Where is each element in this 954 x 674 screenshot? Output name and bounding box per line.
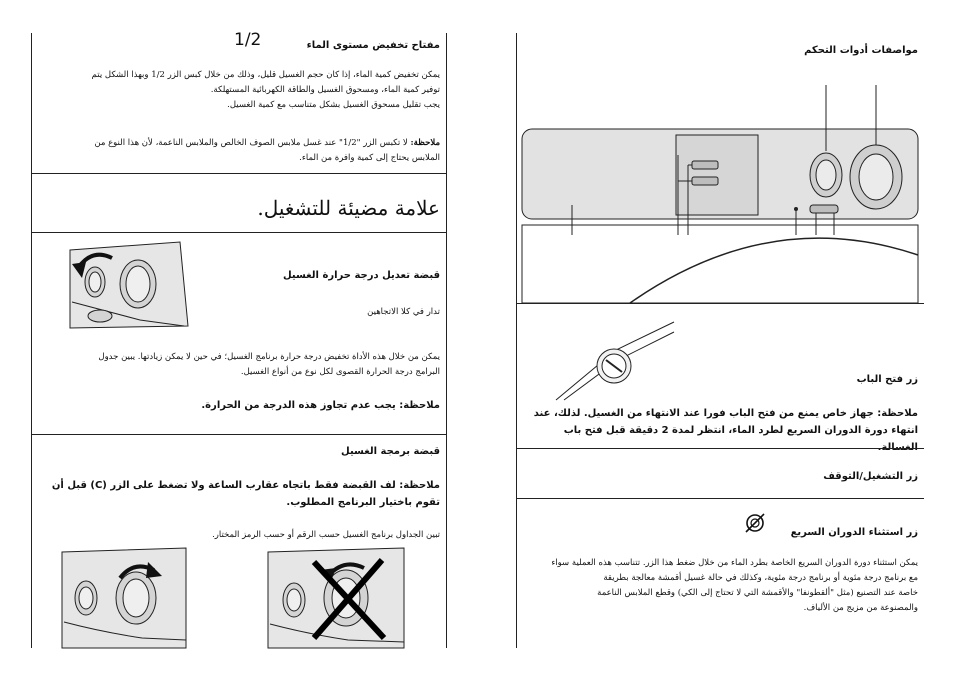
program-knob-correct-illustration: [62, 548, 188, 648]
note-label: ملاحظة:: [410, 138, 440, 148]
text-line: يمكن من خلال هذه الأداة تخفيض درجة حرارة برنامج الغسيل؛ في حين لا يمكن زيادتها. يبين جدول: [98, 352, 440, 362]
temp-knob-paragraph: [36, 350, 440, 380]
section-divider: [31, 232, 447, 233]
half-load-note: [36, 136, 440, 166]
note-text: لا تكبس الزر "1/2" عند غسل ملابس الصوف الخالص والملابس الناعمة، لأن هذا النوع من: [94, 138, 411, 148]
program-knob-wrong-illustration: [268, 548, 406, 648]
program-knob-note: [36, 477, 440, 511]
text-line: مع برنامج درجة مئوية أو برنامج درجة مئوية، وكذلك في حالة غسيل أقمشة معالجة بطريقة: [603, 573, 918, 583]
temp-knob-subtitle: تدار في كلا الاتجاهين: [367, 307, 440, 317]
text-line: يجب تقليل مسحوق الغسيل بشكل متناسب مع كمية الغسيل.: [227, 100, 440, 110]
left-column-left-border: [31, 33, 32, 648]
control-panel-illustration: [520, 85, 920, 303]
text-line: والمصنوعة من مزيج من الألياف.: [803, 603, 918, 613]
spin-exclusion-paragraph: [522, 556, 918, 616]
right-column-left-border: [516, 33, 517, 648]
temp-knob-note: ملاحظة: يجب عدم تجاوز هذه الدرجة من الحرارة.: [201, 400, 440, 411]
half-load-paragraph: [36, 68, 440, 113]
half-load-symbol: [234, 30, 261, 50]
half-load-title: مفتاح تخفيض مستوى الماء: [306, 40, 440, 51]
text-line: البرامج درجة الحرارة القصوى لكل نوع من أنواع الغسيل.: [240, 367, 440, 377]
note-line: ملاحظة: جهاز خاص يمنع من فتح الباب فورا عند الانتهاء من الغسيل. لذلك، عند: [533, 408, 918, 419]
text-line: خاصة عند التصنيع (مثل "ألقطونفا" والأقمشة التي لا تحتاج إلى الكي) وقطع الملابس الناعمة: [597, 588, 918, 598]
section-divider: [31, 173, 447, 174]
start-stop-title: زر التشغيل/التوقف: [823, 471, 918, 482]
section-divider: [516, 303, 924, 304]
note-line: ملاحظة: لف القبضة فقط باتجاه عقارب الساعة ولا تضغط على الزر (C) قبل أن: [51, 480, 440, 491]
door-button-illustration: [556, 322, 676, 402]
spin-exclusion-title: زر استثناء الدوران السريع: [790, 527, 918, 538]
indicator-title: علامة مضيئة للتشغيل.: [257, 196, 440, 220]
program-knob-paragraph: تبين الجداول برنامج الغسيل حسب الرقم أو حسب الرمز المختار.: [212, 530, 440, 540]
note-line: [36, 136, 440, 151]
section-divider: [516, 498, 924, 499]
section-divider: [516, 448, 924, 449]
half-load-symbol-text: 1/2: [234, 30, 262, 50]
temperature-knob-illustration: [70, 242, 190, 332]
section-divider: [31, 434, 447, 435]
note-line: تقوم باختيار البرنامج المطلوب.: [286, 497, 440, 508]
program-knob-title: قبضة برمجة الغسيل: [341, 446, 440, 457]
text-line: يمكن تخفيض كمية الماء، إذا كان حجم الغسيل قليل، وذلك من خلال كبس الزر 1/2 وبهذا الشكل يتم: [91, 70, 440, 80]
door-button-title: زر فتح الباب: [856, 374, 918, 385]
controls-title: مواصفات أدوات التحكم: [804, 45, 918, 56]
note-line: انتهاء دورة الدوران السريع لطرد الماء، انتظر لمدة 2 دقيقة قبل فتح باب: [563, 425, 918, 436]
text-line: توفير كمية الماء، ومسحوق الغسيل والطاقة الكهربائية المستهلكة.: [210, 85, 440, 95]
left-column-right-border: [446, 33, 447, 648]
note-line: الملابس يحتاج إلى كمية وافرة من الماء.: [299, 153, 440, 163]
temp-knob-title: قبضة تعديل درجة حرارة الغسيل: [282, 270, 440, 281]
text-line: يمكن استثناء دورة الدوران السريع الخاصة بطرد الماء من خلال ضغط هذا الزر. تتناسب هذه العملية سواء: [551, 558, 918, 568]
